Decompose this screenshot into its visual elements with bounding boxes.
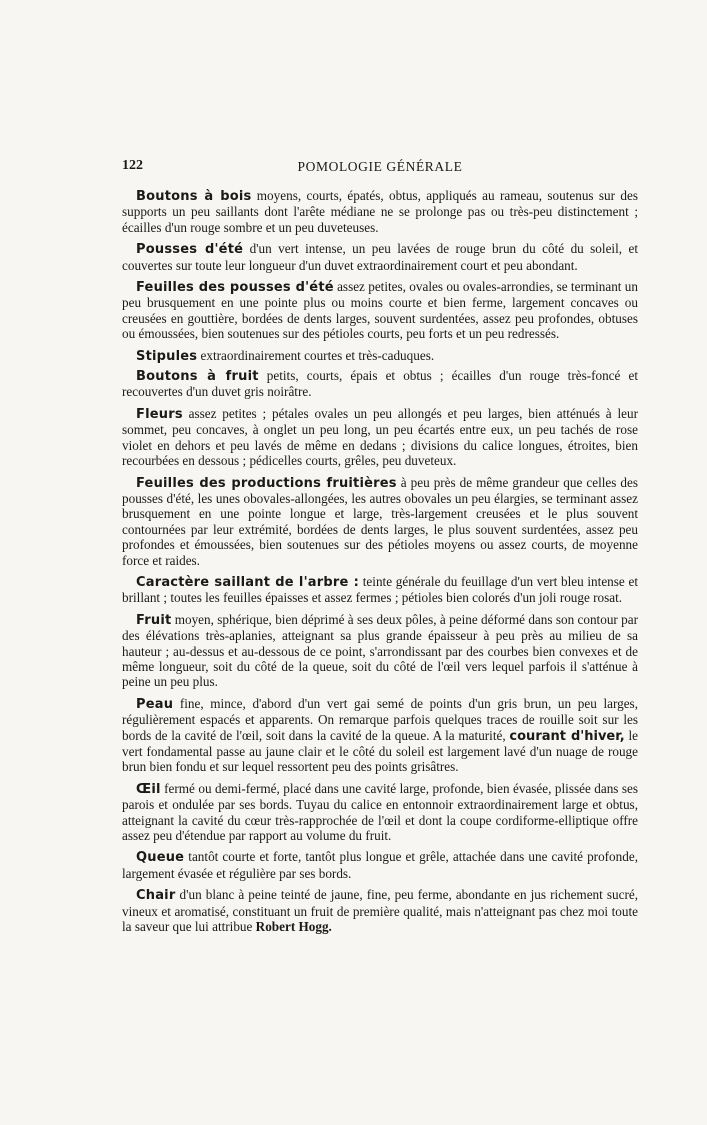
paragraph-oeil	[122, 781, 638, 844]
paragraph-text: d'un blanc à peine teinté de jaune, fine, peu ferme, abondante en jus richement sucré, vineux et aromatisé, constituant un fruit de première qualité, mais n'atteignant pas chez moi toute la saveur que lui attribue	[122, 887, 638, 935]
paragraph-text: extraordinairement courtes et très-caduques.	[197, 347, 435, 363]
paragraph-boutons-a-bois	[122, 188, 638, 235]
paragraph-boutons-a-fruit	[122, 368, 638, 400]
paragraph-fruit	[122, 612, 638, 690]
paragraph-feuilles-pousses	[122, 279, 638, 342]
paragraph-caractere-saillant	[122, 574, 638, 606]
term-chair: Chair	[136, 888, 176, 904]
paragraph-pousses-ete	[122, 241, 638, 273]
term-fleurs: Fleurs	[136, 406, 183, 422]
paragraph-text: assez petites, ovales ou ovales-arrondies, se terminant un peu brusquement en une pointe plus ou moins courte et bien ferme, largement concaves ou creusées en gouttière, bordées de dents larges, souvent surdentées, assez peu profondes, obtuses ou émoussées, bien soutenues sur des pétioles courts, peu forts et un peu redressés.	[122, 279, 638, 342]
paragraph-text: fine, mince, d'abord d'un vert gai semé de points d'un gris brun, un peu larges, régulièrement espacés et apparents. On remarque parfois quelques traces de rouille soit sur les bords de la cavité de l'œil, soit dans la cavité de la queue. A la maturité,	[122, 695, 638, 743]
paragraph-text: d'un vert intense, un peu lavées de rouge brun du côté du soleil, et couvertes sur toute leur longueur d'un duvet extraordinairement court et peu abondant.	[122, 241, 638, 273]
paragraph-text: tantôt courte et forte, tantôt plus longue et grêle, attachée dans une cavité profonde, largement évasée et régulière par ses bords.	[122, 849, 638, 881]
term-peau: Peau	[136, 696, 174, 712]
author-name: Robert Hogg.	[255, 919, 332, 935]
term-pousses-ete: Pousses d'été	[136, 242, 244, 258]
term-feuilles-pousses: Feuilles des pousses d'été	[136, 280, 334, 296]
term-oeil: Œil	[136, 781, 161, 797]
paragraph-peau	[122, 696, 638, 775]
paragraph-text: petits, courts, épais et obtus ; écailles d'un rouge très-foncé et recouvertes d'un duvet gris noirâtre.	[122, 368, 638, 400]
running-title: POMOLOGIE GÉNÉRALE	[297, 159, 463, 174]
paragraph-stipules	[122, 348, 638, 364]
page-number: 122	[122, 158, 143, 173]
paragraph-text: fermé ou demi-fermé, placé dans une cavité large, profonde, bien évasée, plissée dans ses parois et ondulée par ses bords. Tuyau du calice en entonnoir extraordinairement large et obtus, atteignant la cavité du cœur très-rapprochée de l'œil et dont la coupe cordiforme-elliptique offre assez peu d'étendue par rapport au volume du fruit.	[122, 780, 638, 844]
paragraph-chair	[122, 887, 638, 934]
term-caractere-saillant: Caractère saillant de l'arbre :	[136, 574, 360, 590]
paragraph-queue	[122, 849, 638, 881]
inline-term-courant-hiver: courant d'hiver,	[509, 728, 625, 744]
paragraph-text: moyen, sphérique, bien déprimé à ses deux pôles, à peine déformé dans son contour par des élévations très-aplanies, atteignant sa plus grande épaisseur à peu près au milieu de sa hauteur ; au-dessus et au-dessous de ce point, s'arrondissant par des courbes bien convexes et de même longueur, soit du côté de la queue, soit du côté de l'œil vers lequel parfois il s'atténue à peine un peu plus.	[122, 611, 638, 690]
paragraph-text: à peu près de même grandeur que celles des pousses d'été, les unes obovales-allongées, les autres obovales un peu élargies, se terminant assez brusquement en une pointe longue et large, très-largement creusées et le plus souvent contournées par leur extrémité, bordées de dents larges, le plus souvent surdentées, assez peu profondes et émoussées, bien soutenues sur des pétioles moyens ou assez courts, de moyenne force et raides.	[122, 474, 638, 568]
paragraph-text: assez petites ; pétales ovales un peu allongés et peu larges, bien atténués à leur sommet, peu concaves, à onglet un peu long, un peu écartés entre eux, un peu tachés de rose violet en dehors et peu lavés de même en dedans ; divisions du calice longues, étroites, bien recourbées en dessous ; pédicelles courts, grêles, peu duveteux.	[122, 405, 638, 469]
paragraph-text: moyens, courts, épatés, obtus, appliqués au rameau, soutenus sur des supports un peu saillants dont l'arête médiane ne se prolonge pas ou très-peu distinctement ; écailles d'un rouge sombre et un peu duveteuses.	[122, 188, 638, 235]
page-header	[122, 158, 638, 178]
term-stipules: Stipules	[136, 348, 198, 364]
paragraph-feuilles-productions	[122, 475, 638, 568]
term-boutons-a-bois: Boutons à bois	[136, 189, 252, 204]
term-queue: Queue	[136, 850, 185, 866]
paragraph-text: teinte générale du feuillage d'un vert bleu intense et brillant ; toutes les feuilles épaisses et assez fermes ; pétioles bien colorés d'un joli rouge rosat.	[122, 573, 638, 606]
body-text	[122, 188, 638, 940]
paragraph-fleurs	[122, 406, 638, 469]
term-feuilles-productions: Feuilles des productions fruitières	[136, 475, 397, 491]
paragraph-text: le vert fondamental passe au jaune clair et le côté du soleil est largement lavé d'un nuage de rouge brun bien fondu et sur lequel ressortent peu des points grisâtres.	[122, 727, 638, 775]
term-fruit: Fruit	[136, 612, 172, 628]
term-boutons-a-fruit: Boutons à fruit	[136, 369, 259, 385]
